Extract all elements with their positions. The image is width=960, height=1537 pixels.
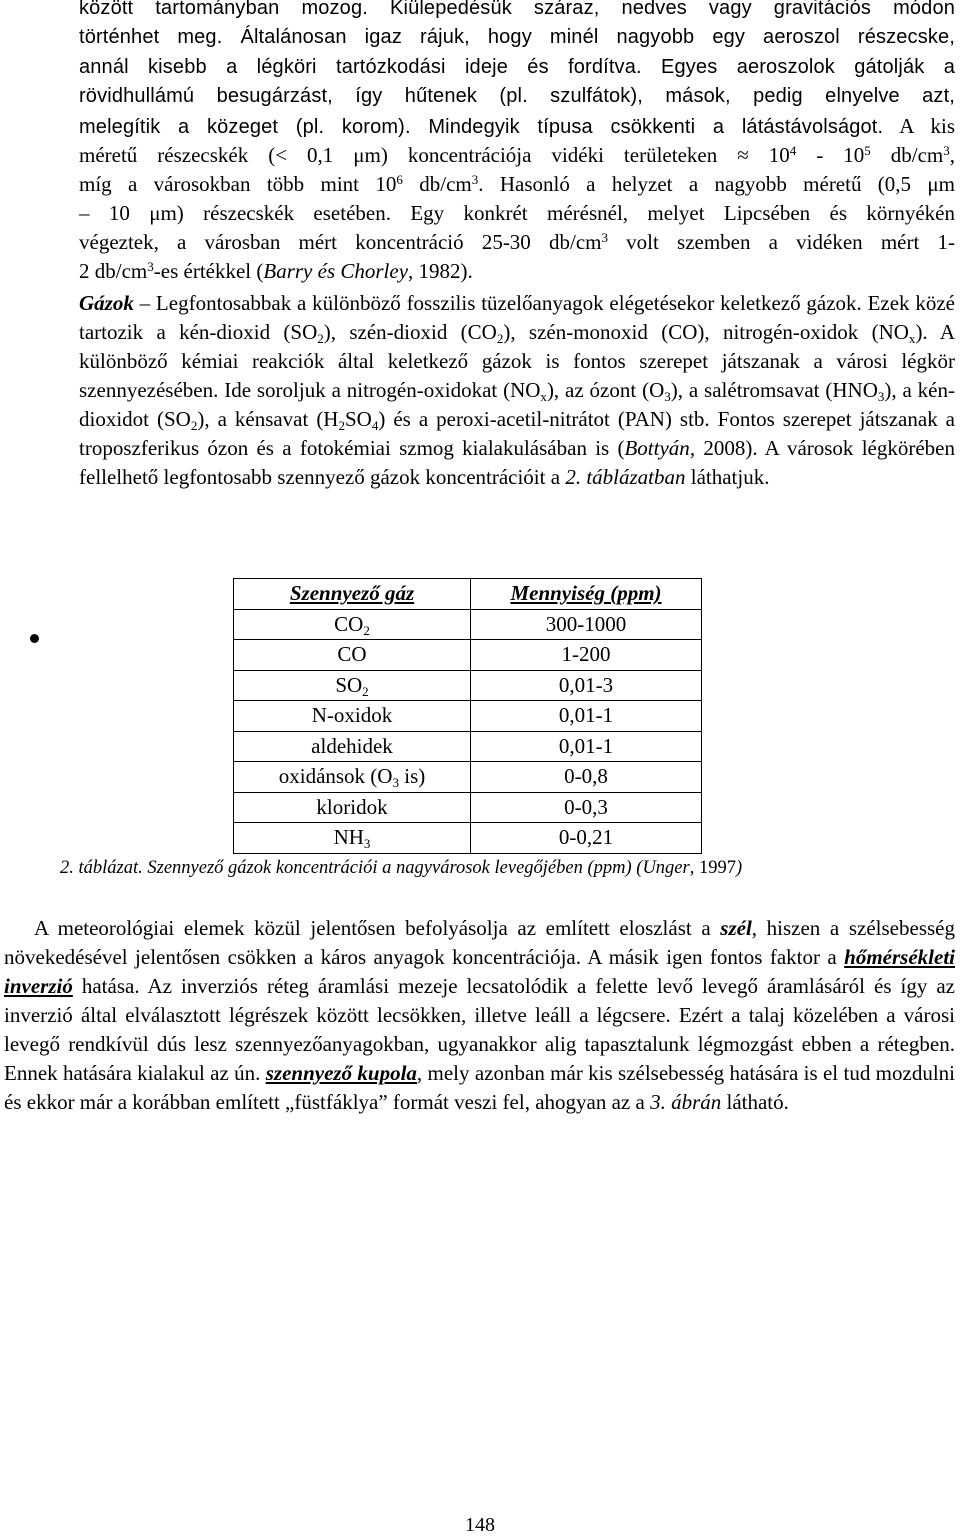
table-header-row <box>234 579 702 610</box>
text-span: látható. <box>721 1090 789 1114</box>
gas-cell <box>234 792 471 823</box>
figure-reference: 3. ábrán <box>650 1090 722 1114</box>
superscript: 3 <box>601 229 608 245</box>
text-line <box>79 230 955 255</box>
gas-name: CO <box>334 611 364 636</box>
text-span: ), szén-dioxid (CO <box>323 320 497 344</box>
table-row <box>234 670 702 701</box>
text-span: 2 db/cm <box>79 259 148 283</box>
table-row <box>234 762 702 793</box>
header-gas: Szennyező gáz <box>234 579 471 610</box>
term-kupola: szennyező kupola <box>265 1061 417 1085</box>
superscript: 6 <box>396 171 403 187</box>
superscript: 3 <box>943 142 950 158</box>
subscript: x <box>908 330 916 346</box>
text-span: láthatjuk. <box>685 465 770 489</box>
gas-cell <box>234 762 471 793</box>
pollutant-table <box>233 578 702 854</box>
amount-cell: 0-0,8 <box>471 762 702 793</box>
subscript: 2 <box>317 330 324 346</box>
superscript: 5 <box>864 142 871 158</box>
text-span: méretű részecskék (< 0,1 μm) koncentrációja vidéki területeken ≈ 10 <box>79 143 790 167</box>
term-inverzio: hőmérsékleti inverzió <box>4 945 955 998</box>
citation-author: Bottyán <box>624 436 690 460</box>
header-amount: Mennyiség (ppm) <box>471 579 702 610</box>
gas-name: oxidánsok (O <box>278 764 393 789</box>
text-span: , 1982). <box>408 259 473 283</box>
gas-name: NH <box>333 825 364 850</box>
caption-label: 2. táblázat. <box>60 858 143 878</box>
gas-name: SO <box>335 672 363 697</box>
gases-paragraph <box>79 289 955 492</box>
text-line: annál kisebb a légköri tartózkodási ideje és fordítva. Egyes aeroszolok gátolják a <box>79 56 955 78</box>
table-reference: 2. táblázatban <box>565 465 686 489</box>
text-span: A meteorológiai elemek közül jelentősen befolyásolja az említett eloszlást a <box>34 916 721 940</box>
text-span: míg a városokban több mint 10 <box>79 172 397 196</box>
amount-cell: 300-1000 <box>471 609 702 640</box>
subscript: 3 <box>664 388 671 404</box>
table-row <box>234 701 702 732</box>
subscript: 2 <box>496 330 504 346</box>
bullet-icon <box>30 634 39 643</box>
subscript: 2 <box>338 417 345 433</box>
citation-author: Barry és Chorley <box>263 259 409 283</box>
subscript: x <box>540 388 547 404</box>
text-span: ), szén-monoxid (CO), nitrogén-oxidok (NO <box>503 320 909 344</box>
amount-cell: 1-200 <box>471 640 702 671</box>
subscript: 3 <box>392 775 399 791</box>
text-line <box>79 172 955 197</box>
caption-author: Unger <box>642 858 690 878</box>
text-span: ). A különböző kémiai reakciók által keletkező gázok is fontos szerepet játszanak a városi légkör szennyezésében. Ide soroljuk a nitrogén-oxidokat (NO <box>79 320 956 402</box>
subscript: 4 <box>371 417 379 433</box>
subscript: 2 <box>363 622 370 638</box>
text-span: ), a kénsavat (H <box>197 407 339 431</box>
caption-text: Szennyező gázok koncentrációi a nagyvárosok levegőjében (ppm) ( <box>142 858 643 878</box>
page-number: 148 <box>465 1514 495 1536</box>
superscript: 4 <box>789 142 797 158</box>
text-span: ), a salétromsavat (HNO <box>670 378 878 402</box>
text-span: végeztek, a városban mért koncentráció 25-30 db/cm <box>79 230 602 254</box>
subscript: 2 <box>190 417 198 433</box>
text-span: A kis <box>883 114 955 138</box>
table-row <box>234 823 702 854</box>
text-span: Egy konkrét mérésnél, melyet Lipcsében és környékén <box>390 201 955 225</box>
superscript: 3 <box>147 258 154 274</box>
subscript: 2 <box>362 683 369 699</box>
amount-cell: 0,01-1 <box>471 731 702 762</box>
text-line <box>79 114 955 139</box>
subscript: 3 <box>363 836 371 852</box>
gas-cell <box>234 701 471 732</box>
table-row <box>234 640 702 671</box>
text-line: történhet meg. Általánosan igaz rájuk, hogy minél nagyobb egy aeroszol részecske, <box>79 26 955 48</box>
text-span: , 2008). A városok légkörében fellelhető legfontosabb szennyező gázok koncentrációit a <box>79 436 955 489</box>
superscript: 3 <box>471 171 479 187</box>
table-row <box>234 731 702 762</box>
gas-name: kloridok <box>316 794 388 819</box>
amount-cell: 0-0,21 <box>471 823 702 854</box>
gas-cell <box>234 823 471 854</box>
gas-name: N-oxidok <box>311 703 393 728</box>
gas-suffix: is) <box>399 764 426 789</box>
amount-cell: 0-0,3 <box>471 792 702 823</box>
text-span: . Hasonló a helyzet a nagyobb méretű (0,5 μm <box>478 172 955 196</box>
gas-cell <box>234 609 471 640</box>
text-span: db/cm <box>870 143 944 167</box>
text-span: db/cm <box>402 172 472 196</box>
gas-cell <box>234 670 471 701</box>
amount-cell: 0,01-1 <box>471 701 702 732</box>
text-span: , mely azonban már kis szélsebesség hatására is el tud mozdulni és ekkor már a korábban említett „füstfáklya” formát veszi fel, ahogyan az a <box>4 1061 955 1114</box>
text-line <box>79 143 955 168</box>
text-line: között tartományban mozog. Kiülepedésük száraz, nedves vagy gravitációs módon <box>79 0 955 19</box>
table-row <box>234 609 702 640</box>
gas-cell <box>234 640 471 671</box>
text-span: , <box>949 143 955 167</box>
text-span: SO <box>345 407 372 431</box>
text-span: , hiszen a szélsebesség növekedésével jelentősen csökken a káros anyagok koncentrációja. A másik igen fontos faktor a <box>4 916 955 969</box>
text-span: melegítik a közeget (pl. korom). Mindegyik típusa csökkenti a látástávolságot. <box>79 116 884 138</box>
text-span: ), a kén-dioxidot (SO <box>79 378 955 431</box>
term-szel: szél <box>720 916 752 940</box>
subscript: 3 <box>877 388 885 404</box>
text-span: - 10 <box>796 143 865 167</box>
text-span: ) és a peroxi-acetil-nitrátot (PAN) stb. Fontos szerepet játszanak a troposzferikus ózon és a fotokémiai szmog kialakulásában is ( <box>79 407 955 460</box>
caption-year: , 1997 <box>689 858 736 878</box>
text-span: – 10 μm) részecskék esetében. <box>79 201 391 225</box>
caption-close: ) <box>735 858 743 878</box>
table-caption <box>60 858 742 879</box>
text-span: ), az ózont (O <box>546 378 665 402</box>
text-span: – Legfontosabbak a különböző fosszilis tüzelőanyagok elégetésekor keletkező gázok. Ezek közé tartozik a kén-dioxid (SO <box>79 291 955 344</box>
gas-cell <box>234 731 471 762</box>
text-span: volt szemben a vidéken mért 1- <box>608 230 955 254</box>
amount-cell: 0,01-3 <box>471 670 702 701</box>
text-line <box>79 201 955 226</box>
text-line <box>79 259 473 284</box>
table-row <box>234 792 702 823</box>
wind-paragraph <box>4 914 955 1117</box>
text-span: -es értékkel ( <box>153 259 264 283</box>
gases-heading: Gázok <box>79 291 134 315</box>
text-span: hatása. Az inverziós réteg áramlási mezeje lecsatolódik a felette levő levegő áramlásáról és így az inverzió által elválasztott légrészek között lecsökken, illetve leáll a légcsere. Ezért a talaj közelében a városi levegő rendkívül dús lesz szennyezőanyagokban, ugyanakkor alig tapasztalunk légmozgást ebben a rétegben. Ennek hatására kialakul az ún. <box>4 974 955 1085</box>
gas-name: CO <box>337 642 367 667</box>
gas-name: aldehidek <box>311 733 393 758</box>
text-line: rövidhullámú besugárzást, így hűtenek (pl. szulfátok), mások, pedig elnyelve azt, <box>79 85 955 107</box>
